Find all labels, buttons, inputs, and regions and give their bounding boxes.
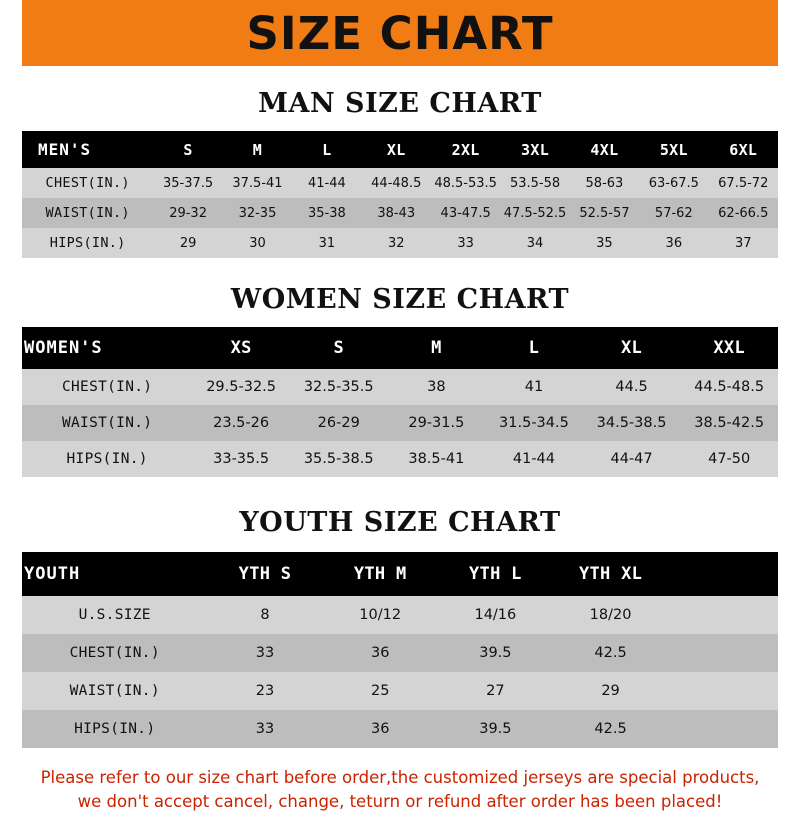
women-cell-1-1: 26-29	[290, 405, 388, 441]
man-col-1: S	[183, 140, 193, 159]
women-cell-1-4: 34.5-38.5	[583, 405, 681, 441]
youth-cell-1-2: 39.5	[438, 634, 553, 672]
women-col-3: M	[431, 338, 442, 358]
man-row-0-label: CHEST(IN.)	[22, 168, 153, 198]
man-cell-0-1: 37.5-41	[223, 168, 292, 198]
women-cell-0-1: 32.5-35.5	[290, 369, 388, 405]
women-row-1-label: WAIST(IN.)	[22, 405, 192, 441]
man-col-8: 5XL	[659, 140, 688, 159]
man-col-5: 2XL	[451, 140, 480, 159]
table-row	[22, 228, 778, 258]
man-cell-2-0: 29	[153, 228, 222, 258]
women-cell-2-3: 41-44	[485, 441, 583, 477]
women-col-6: XXL	[713, 338, 745, 358]
youth-cell-3-spacer	[668, 710, 778, 748]
man-col-3: L	[322, 140, 332, 159]
youth-col-1: YTH S	[238, 564, 292, 584]
youth-cell-1-spacer	[668, 634, 778, 672]
women-cell-2-0: 33-35.5	[192, 441, 290, 477]
man-table-header-row	[22, 131, 778, 168]
man-cell-1-0: 29-32	[153, 198, 222, 228]
man-cell-0-7: 63-67.5	[639, 168, 708, 198]
footer-line-2: we don't accept cancel, change, teturn or refund after order has been placed!	[77, 791, 723, 811]
women-col-0: WOMEN'S	[24, 338, 103, 358]
women-cell-0-3: 41	[485, 369, 583, 405]
youth-col-0: YOUTH	[24, 564, 81, 584]
man-col-6: 3XL	[521, 140, 550, 159]
women-cell-0-4: 44.5	[583, 369, 681, 405]
man-col-7: 4XL	[590, 140, 619, 159]
women-cell-1-0: 23.5-26	[192, 405, 290, 441]
man-cell-1-3: 38-43	[362, 198, 431, 228]
header-band	[0, 0, 800, 66]
table-row	[22, 369, 778, 405]
women-section-title: WOMEN SIZE CHART	[230, 284, 570, 315]
content-area	[0, 88, 800, 814]
youth-col-spacer	[668, 552, 778, 596]
youth-col-3: YTH L	[469, 564, 522, 584]
youth-cell-1-1: 36	[323, 634, 438, 672]
table-row	[22, 441, 778, 477]
man-col-9: 6XL	[729, 140, 758, 159]
women-cell-1-2: 29-31.5	[388, 405, 486, 441]
man-cell-2-7: 36	[639, 228, 708, 258]
table-row	[22, 168, 778, 198]
women-cell-2-4: 44-47	[583, 441, 681, 477]
women-cell-0-2: 38	[388, 369, 486, 405]
youth-cell-2-1: 25	[323, 672, 438, 710]
women-col-2: S	[333, 338, 344, 358]
man-col-4: XL	[386, 140, 406, 159]
youth-cell-2-spacer	[668, 672, 778, 710]
man-cell-1-7: 57-62	[639, 198, 708, 228]
footer-line-1: Please refer to our size chart before order,the customized jerseys are special products,	[40, 768, 760, 787]
women-row-2-label: HIPS(IN.)	[22, 441, 192, 477]
man-cell-0-5: 53.5-58	[500, 168, 569, 198]
footer-note	[22, 766, 778, 814]
youth-cell-3-0: 33	[207, 710, 322, 748]
man-cell-0-4: 48.5-53.5	[431, 168, 500, 198]
women-col-1: XS	[230, 338, 252, 358]
women-size-table	[22, 327, 778, 477]
man-cell-0-6: 58-63	[570, 168, 639, 198]
youth-row-2-label: WAIST(IN.)	[22, 672, 207, 710]
man-cell-1-6: 52.5-57	[570, 198, 639, 228]
youth-col-4: YTH XL	[578, 564, 643, 584]
man-section-title: MAN SIZE CHART	[258, 88, 542, 119]
table-row	[22, 198, 778, 228]
table-row	[22, 634, 778, 672]
page-title: SIZE CHART	[246, 6, 554, 60]
man-cell-2-1: 30	[223, 228, 292, 258]
man-col-0: MEN'S	[38, 140, 92, 159]
women-table-header-row	[22, 327, 778, 369]
man-cell-0-8: 67.5-72	[709, 168, 778, 198]
man-cell-1-5: 47.5-52.5	[500, 198, 569, 228]
women-cell-0-5: 44.5-48.5	[680, 369, 778, 405]
youth-size-table	[22, 552, 778, 748]
youth-cell-0-0: 8	[207, 596, 322, 634]
youth-section-title: YOUTH SIZE CHART	[239, 507, 561, 538]
youth-cell-0-1: 10/12	[323, 596, 438, 634]
women-cell-2-5: 47-50	[680, 441, 778, 477]
women-cell-1-3: 31.5-34.5	[485, 405, 583, 441]
youth-row-0-label: U.S.SIZE	[22, 596, 207, 634]
man-cell-2-5: 34	[500, 228, 569, 258]
youth-cell-0-spacer	[668, 596, 778, 634]
man-cell-2-3: 32	[362, 228, 431, 258]
man-cell-1-2: 35-38	[292, 198, 361, 228]
table-row	[22, 405, 778, 441]
man-cell-2-2: 31	[292, 228, 361, 258]
youth-table-header-row	[22, 552, 778, 596]
women-cell-2-2: 38.5-41	[388, 441, 486, 477]
man-size-table	[22, 131, 778, 258]
table-row	[22, 710, 778, 748]
youth-col-2: YTH M	[353, 564, 407, 584]
man-col-2: M	[252, 140, 263, 159]
youth-row-1-label: CHEST(IN.)	[22, 634, 207, 672]
man-cell-0-2: 41-44	[292, 168, 361, 198]
youth-cell-3-1: 36	[323, 710, 438, 748]
women-cell-1-5: 38.5-42.5	[680, 405, 778, 441]
youth-row-3-label: HIPS(IN.)	[22, 710, 207, 748]
youth-cell-2-0: 23	[207, 672, 322, 710]
man-cell-1-1: 32-35	[223, 198, 292, 228]
man-cell-1-4: 43-47.5	[431, 198, 500, 228]
youth-cell-3-2: 39.5	[438, 710, 553, 748]
man-cell-2-4: 33	[431, 228, 500, 258]
women-cell-0-0: 29.5-32.5	[192, 369, 290, 405]
youth-cell-3-3: 42.5	[553, 710, 668, 748]
man-row-1-label: WAIST(IN.)	[22, 198, 153, 228]
youth-cell-0-2: 14/16	[438, 596, 553, 634]
women-cell-2-1: 35.5-38.5	[290, 441, 388, 477]
youth-cell-2-3: 29	[553, 672, 668, 710]
youth-cell-1-0: 33	[207, 634, 322, 672]
women-col-4: L	[528, 338, 540, 358]
youth-cell-2-2: 27	[438, 672, 553, 710]
table-row	[22, 672, 778, 710]
table-row	[22, 596, 778, 634]
women-row-0-label: CHEST(IN.)	[22, 369, 192, 405]
man-cell-2-6: 35	[570, 228, 639, 258]
man-cell-1-8: 62-66.5	[709, 198, 778, 228]
man-cell-2-8: 37	[709, 228, 778, 258]
man-cell-0-0: 35-37.5	[153, 168, 222, 198]
man-cell-0-3: 44-48.5	[362, 168, 431, 198]
man-row-2-label: HIPS(IN.)	[22, 228, 153, 258]
youth-cell-1-3: 42.5	[553, 634, 668, 672]
women-col-5: XL	[621, 338, 643, 358]
youth-cell-0-3: 18/20	[553, 596, 668, 634]
